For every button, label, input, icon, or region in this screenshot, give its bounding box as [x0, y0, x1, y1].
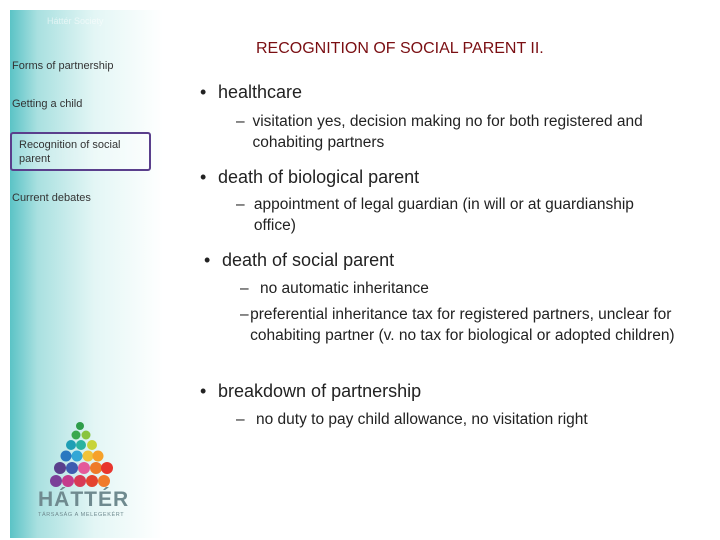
sidebar-item-getting-a-child[interactable]	[12, 97, 82, 111]
sub-bullet: – no automatic inheritance	[240, 280, 429, 297]
sub-bullet-text: appointment of legal guardian (in will or at guardianship office)	[253, 196, 634, 234]
logo-subtitle: TÁRSASÁG A MELEGEKÉRT	[38, 512, 125, 518]
sub-bullet-text: preferential inheritance tax for registered partners, unclear for cohabiting partner (v. no tax for biological or adopted children)	[250, 306, 675, 344]
sidebar-item-label: Getting a child	[12, 98, 83, 110]
sub-bullet-text: visitation yes, decision making no for both registered and cohabiting partners	[252, 113, 643, 151]
bullet-text: breakdown of partnership	[218, 381, 422, 401]
sidebar-item-current-debates[interactable]	[12, 191, 91, 205]
sidebar-item-forms-of-partnership[interactable]	[12, 59, 113, 73]
bullet-death-of-social-parent: • death of social parent	[204, 250, 395, 270]
sub-bullet-text: no automatic inheritance	[260, 280, 429, 297]
hatter-logo-icon	[35, 420, 135, 490]
sidebar-item-label: Current debates	[12, 192, 91, 204]
sub-bullet: – appointment of legal guardian (in will or at guardianship office)	[236, 194, 636, 236]
bullet-text: death of social parent	[222, 250, 395, 270]
bullet-text: death of biological parent	[218, 167, 420, 187]
sub-bullet: – preferential inheritance tax for registered partners, unclear for cohabiting partner (v. no tax for biological or adopted children)	[240, 304, 680, 346]
sub-bullet: – visitation yes, decision making no for both registered and cohabiting partners	[236, 111, 686, 153]
bullet-text: healthcare	[218, 82, 303, 102]
bullet-breakdown-of-partnership: • breakdown of partnership	[200, 381, 422, 401]
sidebar-item-recognition-of-social-parent[interactable]	[10, 132, 151, 171]
sidebar-item-label: Recognition of social parent	[19, 139, 121, 165]
sidebar-item-label: Forms of partnership	[12, 60, 114, 72]
slide-title: RECOGNITION OF SOCIAL PARENT II.	[256, 40, 544, 57]
sub-bullet: – no duty to pay child allowance, no visitation right	[236, 411, 588, 428]
bullet-healthcare: • healthcare	[200, 82, 303, 102]
sidebar-header-label: Háttér Society	[47, 16, 104, 26]
logo-wordmark: HÁTTÉR	[38, 488, 130, 511]
sub-bullet-text: no duty to pay child allowance, no visitation right	[256, 411, 588, 428]
bullet-death-of-biological-parent: • death of biological parent	[200, 167, 420, 187]
